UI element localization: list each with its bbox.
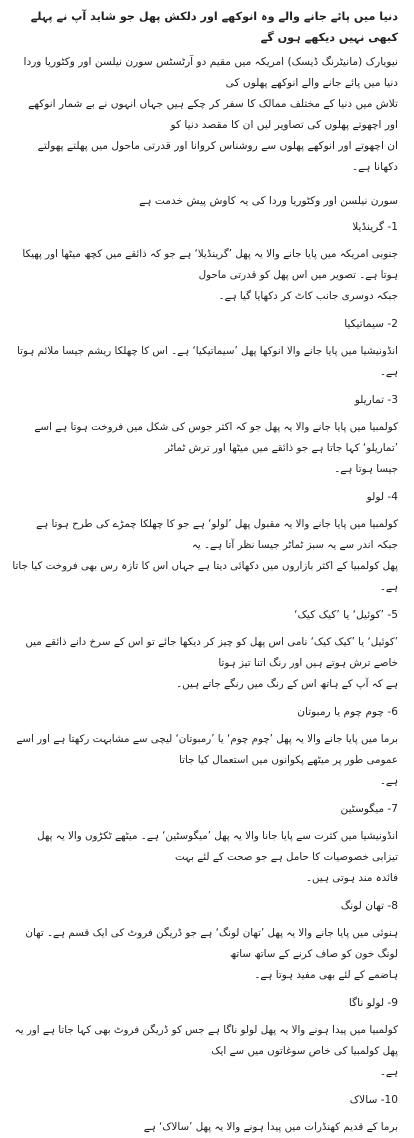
fruit-item <box>12 315 398 383</box>
fruit-description-line: پھل کولمبیا کے اکثر بازاروں میں دکھائی دیتا ہے جہاں اس کا تازہ رس بھی فروخت کیا جاتا ہے۔ <box>12 560 398 593</box>
fruit-heading: 9- لولو ناگا <box>348 997 398 1009</box>
fruit-description-line: جنوبی امریکہ میں پایا جانے والا یہ پھل ’گرینڈیلا‘ ہے جو کہ ذائقے میں کچھ میٹھا اور پھیکا ہوتا ہے۔ تصویر میں اس پھل کو قدرتی ماحول <box>22 248 398 281</box>
fruit-item <box>12 391 398 480</box>
fruit-description-line: جیسا ہوتا ہے۔ <box>334 463 398 475</box>
fruit-heading: 3- تماریلو <box>354 394 398 406</box>
fruit-description-line: جبکہ دوسری جانب کاٹ کر دکھایا گیا ہے۔ <box>218 290 398 302</box>
intro-line: ان اچھوتے اور انوکھے پھلوں سے روشناس کروانا اور قدرتی ماحول میں پھلتے پھولتے دکھانا ہے۔ <box>37 140 398 173</box>
fruit-description-line: انڈونیشیا میں پایا جانے والا انوکھا پھل ’سیماتیکیا‘ ہے۔ اس کا چھلکا ریشم جیسا ملائم ہوتا ہے۔ <box>16 345 398 378</box>
fruit-description-line: ’کوئیل‘ یا ’کیک کیک‘ نامی اس پھل کو چیز کر دیکھا جائے تو اس کے سرخ دانے ذائقے میں خاصے ترش ہوتے ہیں اور رنگ اتنا تیز ہوتا <box>25 636 398 669</box>
article-intro <box>12 52 398 178</box>
fruit-description-line: ہنوئی میں پایا جانے والا یہ پھل ’تھان لونگ‘ ہے جو ڈریگن فروٹ کی ایک قسم ہے۔ تھان لونگ خون کو صاف کرنے کے ساتھ ساتھ <box>25 927 398 960</box>
fruit-item <box>12 488 398 598</box>
fruit-description-line: ہے کہ آپ کے ہاتھ اس کے رنگ میں رنگے جاتے ہیں۔ <box>176 678 398 690</box>
fruit-heading: 7- میگوسٹین <box>340 803 398 815</box>
fruit-heading: 6- چوم چوم یا رمبوتان <box>297 706 398 718</box>
fruit-description-line: فائدہ مند ہوتی ہیں۔ <box>305 872 398 884</box>
fruit-description-line: کولمبیا میں پیدا ہونے والا یہ پھل لولو ناگا ہے جس کو ڈریگن فروٹ بھی کہا جاتا ہے اور یہ پھل کولمبیا کی خاص سوغاتوں میں سے ایک <box>14 1024 398 1057</box>
fruit-description-line: کولمبیا میں پایا جانے والا یہ مقبول پھل ’لولو‘ ہے جو کا چھلکا چمڑے کی طرح ہوتا ہے جبکہ اندر سے یہ سبز ٹماٹر جیسا نظر آتا ہے۔ یہ <box>36 518 398 551</box>
fruit-description-line: ہے۔ <box>379 1066 398 1078</box>
fruit-description-line: ہاضمے کے لئے بھی مفید ہوتا ہے۔ <box>254 969 398 981</box>
fruit-item <box>12 606 398 695</box>
fruit-description-line: برما میں پایا جانے والا یہ پھل ’چوم چوم‘ یا ’رمبوتان‘ لیچی سے مشابہت رکھتا ہے اور اسے عمومی طور پر میٹھے پکوانوں میں استعمال کیا جاتا <box>16 733 398 766</box>
fruit-heading: 4- لولو <box>366 491 398 503</box>
fruit-description-line: انڈونیشیا میں کثرت سے پایا جانا والا یہ پھل ’میگوسٹین‘ ہے۔ میٹھے ٹکڑوں والا یہ پھل تیزابی خصوصیات کا حامل ہے جو صحت کے لئے بہت <box>37 830 398 863</box>
fruit-heading: 1- گرینڈیلا <box>352 221 398 233</box>
article-title: دنیا میں پائے جانے والے وہ انوکھے اور دلکش پھل جو شاید آپ نے پہلے کبھی نہیں دیکھے ہوں گے <box>30 10 398 44</box>
fruit-item <box>12 703 398 792</box>
fruit-heading: 5- ’کوئیل‘ یا ’کیک کیک‘ <box>294 609 398 621</box>
fruit-item <box>12 218 398 307</box>
fruit-heading: 8- تھان لونگ <box>340 900 398 912</box>
fruit-item <box>12 1091 398 1138</box>
fruit-description-line: ہے۔ <box>379 775 398 787</box>
article-lead: سورن نیلسن اور وکٹوریا وردا کی یہ کاوش پیش خدمت ہے <box>139 195 398 207</box>
fruit-item <box>12 800 398 889</box>
fruit-item <box>12 994 398 1083</box>
intro-line: نیویارک (مانیٹرنگ ڈیسک) امریکہ میں مقیم دو آرٹسٹس سورن نیلسن اور وکٹوریا وردا دنیا میں پائے جانے والے انوکھے پھلوں کی <box>23 56 398 89</box>
intro-line: تلاش میں دنیا کے مختلف ممالک کا سفر کر چکے ہیں جہاں انہوں نے بے شمار انوکھے اور اچھوتے پھلوں کی تصاویر لیں ان کا مقصد دنیا کو <box>28 98 398 131</box>
fruit-heading: 2- سیماتیکیا <box>344 318 398 330</box>
fruit-description-line: کولمبیا میں پایا جانے والا یہ پھل جو کہ اکثر جوس کی شکل میں فروخت ہوتا ہے اسے ’تماریلو‘ کہا جاتا ہے جو ذائقے میں میٹھا اور ترش ٹماٹر <box>34 421 398 454</box>
fruit-heading: 10- سالاک <box>349 1094 398 1106</box>
fruit-description-line: برما کے قدیم کھنڈرات میں پیدا ہونے والا یہ پھل ’سالاک‘ ہے <box>143 1121 398 1133</box>
fruit-item <box>12 897 398 986</box>
